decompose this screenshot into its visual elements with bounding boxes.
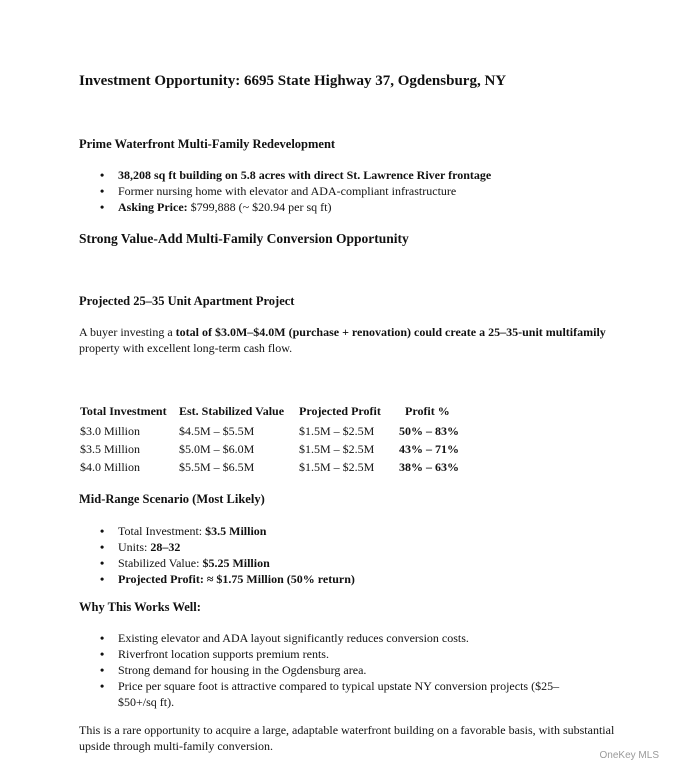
investment-paragraph: A buyer investing a total of $3.0M–$4.0M (purchase + renovation) could create a 25–35-unit multifamily property with excellent long-term cash flow. [79,325,606,355]
property-highlights-list [100,167,491,215]
list-item: • Units: 28–32 [100,539,355,555]
table-cell: $4.0 Million [80,459,141,474]
table-header-row [80,402,463,422]
table-cell: $1.5M – $2.5M [299,441,375,456]
section-heading-projected-units: Projected 25–35 Unit Apartment Project [79,294,295,308]
closing-paragraph: This is a rare opportunity to acquire a large, adaptable waterfront building on a favorable basis, with substantial upside through multi-family conversion. [79,723,615,753]
table-cell: 38% – 63% [399,459,459,474]
list-item: • Existing elevator and ADA layout significantly reduces conversion costs. [100,630,588,646]
column-header: Profit % [405,403,450,418]
table-cell: $1.5M – $2.5M [299,459,375,474]
table-row [80,422,463,440]
why-list [100,630,588,710]
list-item: • Strong demand for housing in the Ogdensburg area. [100,662,588,678]
list-item: • Projected Profit: ≈ $1.75 Million (50% return) [100,571,355,587]
section-heading-why-it-works: Why This Works Well: [79,600,201,614]
table-cell: $5.0M – $6.0M [179,441,255,456]
column-header: Est. Stabilized Value [179,403,285,418]
table-cell: $3.5 Million [80,441,141,456]
table-cell: $3.0 Million [80,423,141,438]
table-row [80,440,463,458]
investment-table [80,402,463,476]
list-item: • Stabilized Value: $5.25 Million [100,555,355,571]
list-item: • Former nursing home with elevator and ADA-compliant infrastructure [100,183,491,199]
list-item: • Asking Price: $799,888 (~ $20.94 per sq ft) [100,199,491,215]
section-heading-mid-range: Mid-Range Scenario (Most Likely) [79,492,265,506]
table-cell: 50% – 83% [399,423,459,438]
list-item: • Riverfront location supports premium rents. [100,646,588,662]
table-cell: $1.5M – $2.5M [299,423,375,438]
list-item: • Price per square foot is attractive compared to typical upstate NY conversion projects ($25–$50+/sq ft). [100,678,588,710]
column-header: Total Investment [80,403,167,418]
column-header: Projected Profit [299,403,381,418]
table-cell: 43% – 71% [399,441,459,456]
page-title: Investment Opportunity: 6695 State Highway 37, Ogdensburg, NY [79,73,507,89]
table-cell: $5.5M – $6.5M [179,459,255,474]
table-cell: $4.5M – $5.5M [179,423,255,438]
list-item: • 38,208 sq ft building on 5.8 acres with direct St. Lawrence River frontage [100,167,491,183]
section-heading-prime-waterfront: Prime Waterfront Multi-Family Redevelopment [79,137,336,151]
list-item: • Total Investment: $3.5 Million [100,523,355,539]
mid-range-list [100,523,355,587]
watermark: OneKey MLS [599,750,659,761]
section-heading-value-add: Strong Value-Add Multi-Family Conversion Opportunity [79,231,409,246]
table-row [80,458,463,476]
